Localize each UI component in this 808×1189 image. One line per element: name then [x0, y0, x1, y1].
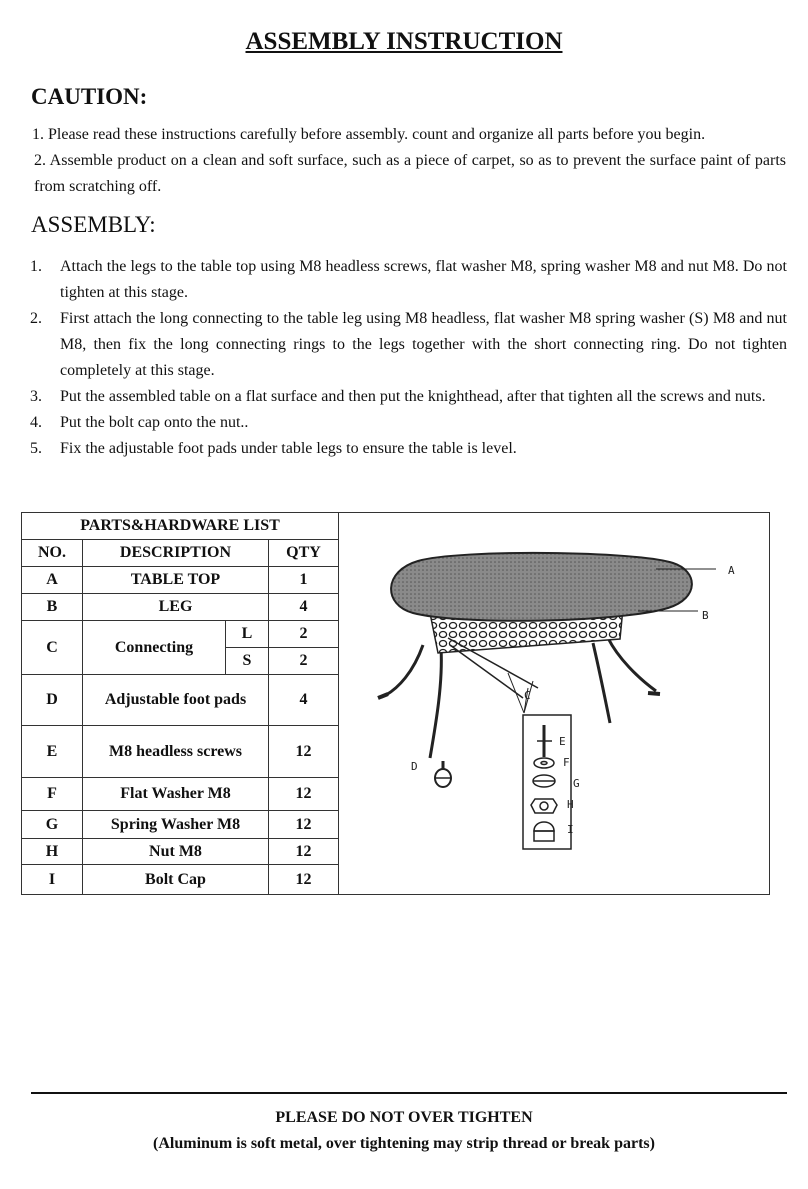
parts-table [21, 512, 339, 895]
callout-i: I [567, 823, 574, 836]
step-text: Put the assembled table on a flat surface and then put the knighthead, after that tighten all the screws and nuts. [60, 388, 766, 405]
step-number: 2. [30, 310, 42, 327]
table-row [22, 811, 339, 839]
footer-note: (Aluminum is soft metal, over tightening may strip thread or break parts) [153, 1135, 655, 1152]
callout-d: D [411, 760, 418, 773]
callout-f: F [563, 756, 570, 769]
callout-e: E [559, 735, 566, 748]
assembly-steps [30, 254, 787, 462]
assembly-step [30, 410, 787, 436]
parts-table-title: PARTS&HARDWARE LIST [22, 513, 339, 540]
table-row [22, 621, 339, 648]
caution-heading: CAUTION: [31, 84, 148, 109]
assembly-step [30, 254, 787, 306]
part-description: Flat Washer M8 [83, 778, 269, 811]
part-qty: 12 [269, 778, 339, 811]
part-no: E [22, 726, 83, 778]
part-description: Spring Washer M8 [83, 811, 269, 839]
callout-c: C [524, 689, 531, 702]
part-no: D [22, 675, 83, 726]
part-qty: 2 [269, 621, 339, 648]
part-no: F [22, 778, 83, 811]
step-number: 1. [30, 258, 42, 275]
table-row [22, 839, 339, 865]
part-no: C [22, 621, 83, 675]
part-description: LEG [83, 594, 269, 621]
header-description: DESCRIPTION [83, 540, 269, 567]
caution-item-2-text: 2. Assemble product on a clean and soft surface, such as a piece of carpet, so as to prevent the surface paint of parts from scratching off. [34, 152, 786, 195]
part-sub-label: L [226, 621, 269, 648]
part-no: B [22, 594, 83, 621]
assembly-step [30, 384, 787, 410]
foot-pad-d [435, 761, 451, 787]
part-qty: 1 [269, 567, 339, 594]
table-legs [378, 638, 660, 758]
step-number: 4. [30, 414, 42, 431]
callout-b: B [702, 609, 709, 622]
callout-h: H [567, 798, 574, 811]
part-description: Adjustable foot pads [83, 675, 269, 726]
assembly-heading: ASSEMBLY: [31, 212, 156, 237]
part-qty: 12 [269, 726, 339, 778]
table-row [22, 594, 339, 621]
part-no: I [22, 865, 83, 895]
footer-rule [31, 1092, 787, 1094]
header-qty: QTY [269, 540, 339, 567]
header-no: NO. [22, 540, 83, 567]
part-description: Connecting [83, 621, 226, 675]
assembly-step [30, 436, 787, 462]
footer-warning: PLEASE DO NOT OVER TIGHTEN [275, 1109, 533, 1126]
caution-item-2 [34, 148, 786, 200]
part-qty: 12 [269, 865, 339, 895]
part-no: H [22, 839, 83, 865]
table-assembly-diagram [338, 513, 769, 894]
part-description: TABLE TOP [83, 567, 269, 594]
part-qty: 4 [269, 675, 339, 726]
callout-a: A [728, 564, 735, 577]
step-text: Fix the adjustable foot pads under table legs to ensure the table is level. [60, 440, 517, 457]
part-qty: 12 [269, 811, 339, 839]
part-no: G [22, 811, 83, 839]
part-qty: 12 [269, 839, 339, 865]
caution-item-1: 1. Please read these instructions carefully before assembly. count and organize all parts before you begin. [32, 126, 706, 143]
part-sub-label: S [226, 648, 269, 675]
table-row [22, 778, 339, 811]
table-row [22, 865, 339, 895]
table-row [22, 726, 339, 778]
step-text: Attach the legs to the table top using M8 headless screws, flat washer M8, spring washer M8 and nut M8. Do not tighten at this stage. [60, 258, 787, 301]
part-description: M8 headless screws [83, 726, 269, 778]
part-description: Nut M8 [83, 839, 269, 865]
part-no: A [22, 567, 83, 594]
step-number: 3. [30, 388, 42, 405]
table-row [22, 567, 339, 594]
part-qty: 4 [269, 594, 339, 621]
callout-g: G [573, 777, 580, 790]
part-qty: 2 [269, 648, 339, 675]
assembly-step [30, 306, 787, 384]
page-title: ASSEMBLY INSTRUCTION [245, 28, 563, 55]
step-number: 5. [30, 440, 42, 457]
step-text: Put the bolt cap onto the nut.. [60, 414, 249, 431]
step-text: First attach the long connecting to the table leg using M8 headless, flat washer M8 spring washer (S) M8 and nut M8, then fix the long connecting rings to the legs together with the short connecting ring. Do not tighten completely at this stage. [60, 310, 787, 379]
table-row [22, 675, 339, 726]
part-description: Bolt Cap [83, 865, 269, 895]
